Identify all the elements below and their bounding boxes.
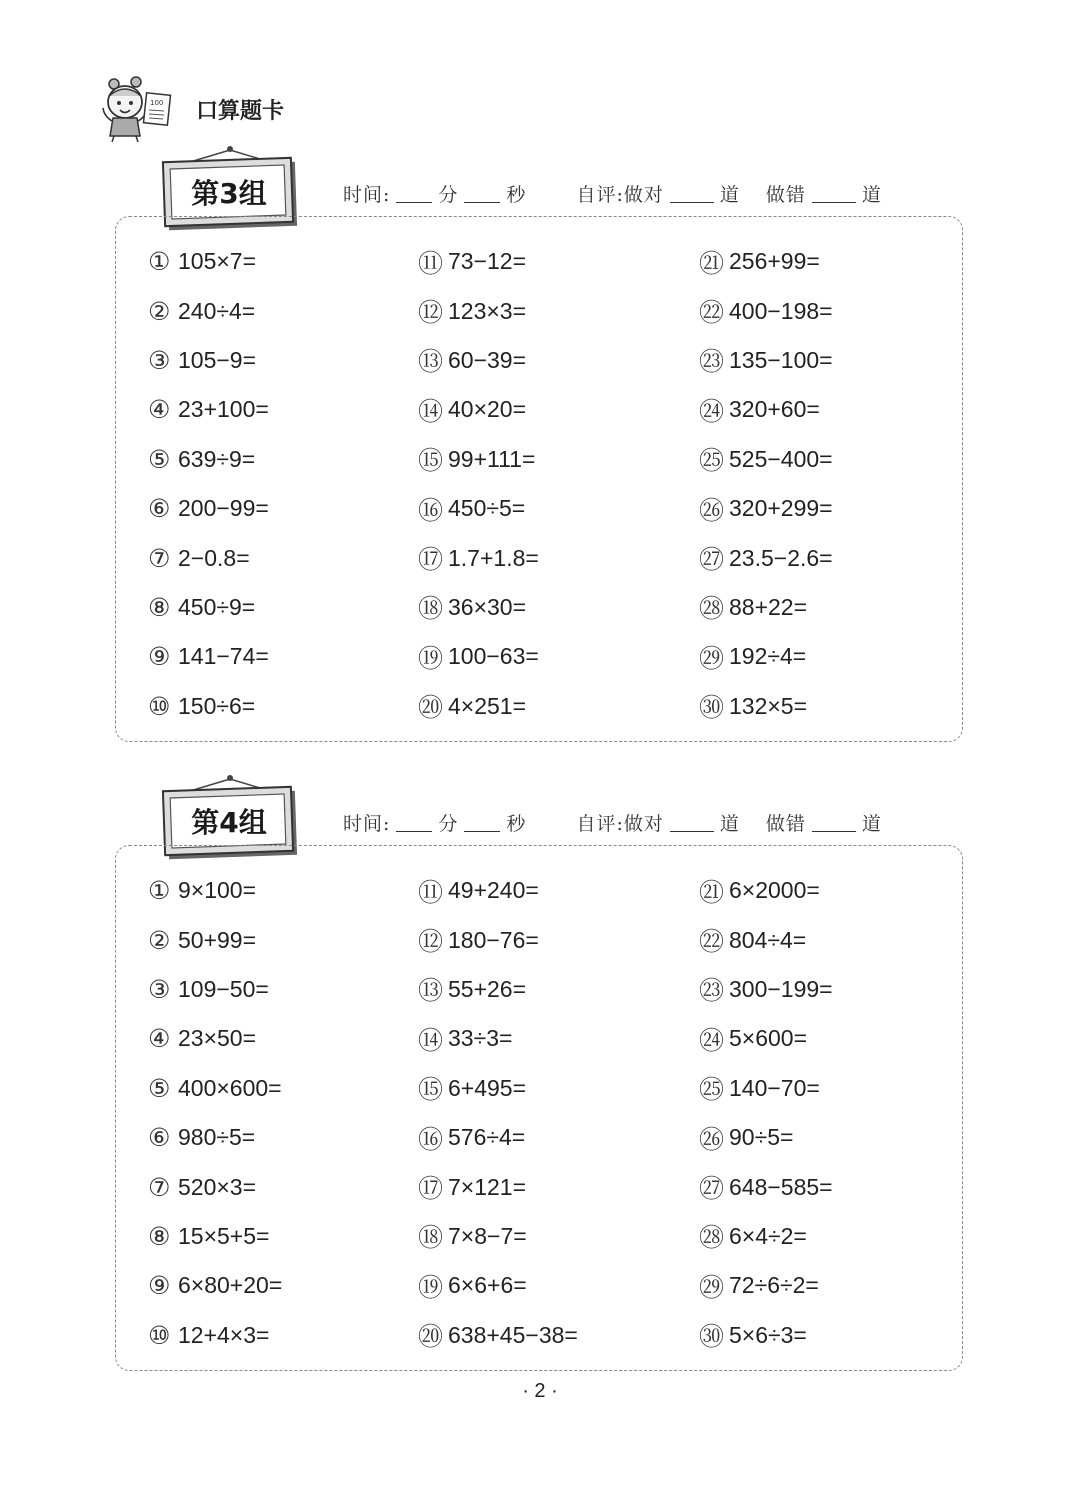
problem-item[interactable]	[148, 237, 269, 286]
problem-item[interactable]	[148, 286, 269, 335]
seconds-blank[interactable]	[464, 813, 500, 832]
problem-item[interactable]	[148, 682, 269, 731]
problem-item[interactable]	[148, 533, 269, 582]
problem-expression: 450÷9=	[178, 593, 256, 620]
girl-holding-test-paper-100-icon	[100, 76, 180, 142]
problem-number: ①	[148, 876, 171, 906]
problem-item[interactable]	[148, 1064, 282, 1113]
problem-item[interactable]	[418, 1014, 578, 1063]
problem-expression: 105×7=	[178, 248, 257, 275]
problem-number: ㉕	[699, 446, 725, 476]
wrong-count-blank[interactable]	[812, 813, 856, 832]
problem-number: ㉘	[699, 1223, 725, 1253]
problem-expression: 99+111=	[448, 445, 536, 472]
problem-number: ㉓	[699, 976, 725, 1006]
problem-expression: 4×251=	[448, 692, 527, 719]
problem-expression: 5×600=	[729, 1025, 808, 1052]
problem-expression: 23+100=	[178, 396, 269, 423]
problem-number: ⑭	[418, 1025, 444, 1055]
problem-expression: 109−50=	[178, 975, 269, 1002]
correct-count-blank[interactable]	[670, 813, 714, 832]
problem-item[interactable]	[148, 385, 269, 434]
problem-expression: 5×6÷3=	[729, 1321, 807, 1348]
wrong-count-blank[interactable]	[812, 184, 856, 203]
problem-item[interactable]	[148, 1261, 282, 1310]
problem-column	[148, 237, 269, 731]
problem-expression: 2−0.8=	[178, 544, 250, 571]
problem-number: ④	[148, 1024, 171, 1054]
problem-number: ⑯	[418, 1124, 444, 1154]
problem-expression: 648−585=	[729, 1173, 833, 1200]
wrong-label: 做错	[765, 184, 806, 206]
problem-number: ㉖	[699, 495, 725, 525]
problem-number: ㉚	[699, 693, 725, 723]
problem-number: ⑳	[418, 1322, 444, 1352]
problem-number: ㉖	[699, 1124, 725, 1154]
problem-item[interactable]	[148, 915, 282, 964]
problem-column	[699, 866, 833, 1360]
wrong-unit: 道	[861, 184, 882, 206]
problem-number: ②	[148, 925, 171, 955]
problem-expression: 450÷5=	[448, 495, 526, 522]
problem-number: ⑨	[148, 642, 171, 672]
problem-number: ③	[148, 345, 171, 375]
problem-column	[418, 866, 578, 1360]
problem-number: ⑲	[418, 643, 444, 673]
problem-expression: 320+299=	[729, 495, 833, 522]
problem-item[interactable]	[699, 484, 833, 533]
problem-number: ㉑	[699, 877, 725, 907]
problem-expression: 6×2000=	[729, 877, 820, 904]
problem-number: ㉗	[699, 1174, 725, 1204]
problem-item[interactable]	[418, 965, 578, 1014]
problem-number: ⑮	[418, 1075, 444, 1105]
problem-expression: 6×4÷2=	[729, 1222, 807, 1249]
problem-expression: 105−9=	[178, 346, 257, 373]
problem-number: ⑬	[418, 976, 444, 1006]
seconds-blank[interactable]	[464, 184, 500, 203]
problem-item[interactable]	[699, 1212, 833, 1261]
problem-box	[115, 216, 963, 742]
problem-item[interactable]	[699, 965, 833, 1014]
self-eval-label: 自评:做对	[576, 184, 664, 206]
problem-column	[418, 237, 539, 731]
self-eval-label: 自评:做对	[576, 813, 664, 835]
problem-number: ㉔	[699, 396, 725, 426]
minutes-blank[interactable]	[396, 813, 432, 832]
problem-number: ⑪	[418, 248, 444, 278]
correct-count-blank[interactable]	[670, 184, 714, 203]
problem-expression: 1.7+1.8=	[448, 544, 539, 571]
problem-number: ⑦	[148, 543, 171, 573]
problem-item[interactable]	[418, 1261, 578, 1310]
problem-expression: 7×121=	[448, 1173, 527, 1200]
problem-item[interactable]	[418, 484, 539, 533]
problem-item[interactable]	[418, 533, 539, 582]
problem-expression: 55+26=	[448, 975, 527, 1002]
problem-number: ㉔	[699, 1025, 725, 1055]
problem-item[interactable]	[418, 915, 578, 964]
problem-expression: 192÷4=	[729, 643, 807, 670]
problem-item[interactable]	[699, 237, 833, 286]
problem-number: ⑤	[148, 1073, 171, 1103]
problem-number: ⑨	[148, 1271, 171, 1301]
problem-expression: 639÷9=	[178, 445, 256, 472]
time-label: 时间:	[343, 184, 391, 206]
problem-expression: 7×8−7=	[448, 1222, 527, 1249]
problem-item[interactable]	[699, 1064, 833, 1113]
problem-expression: 520×3=	[178, 1173, 257, 1200]
problem-expression: 123×3=	[448, 297, 527, 324]
problem-number: ㉗	[699, 545, 725, 575]
problem-number: ⑰	[418, 1174, 444, 1204]
problem-number: ⑧	[148, 592, 171, 622]
problem-expression: 132×5=	[729, 692, 808, 719]
problem-expression: 23×50=	[178, 1025, 257, 1052]
problem-box	[115, 845, 963, 1371]
problem-expression: 72÷6÷2=	[729, 1272, 819, 1299]
problem-item[interactable]	[418, 632, 539, 681]
problem-expression: 50+99=	[178, 926, 257, 953]
problem-item[interactable]	[699, 286, 833, 335]
problem-expression: 60−39=	[448, 346, 527, 373]
problem-number: ①	[148, 247, 171, 277]
group-title: 第4组	[191, 806, 267, 839]
problem-expression: 638+45−38=	[448, 1321, 578, 1348]
problem-expression: 240÷4=	[178, 297, 256, 324]
problem-number: ⑥	[148, 1123, 171, 1153]
seconds-label: 秒	[506, 813, 527, 835]
problem-expression: 400×600=	[178, 1074, 282, 1101]
problem-expression: 90÷5=	[729, 1124, 794, 1151]
correct-unit: 道	[719, 184, 740, 206]
problem-item[interactable]	[418, 1064, 578, 1113]
problem-number: ⑫	[418, 298, 444, 328]
problem-item[interactable]	[418, 1162, 578, 1211]
svg-text:100: 100	[150, 99, 164, 107]
problem-item[interactable]	[418, 435, 539, 484]
problem-item[interactable]	[699, 336, 833, 385]
problem-expression: 6×80+20=	[178, 1272, 283, 1299]
problem-number: ⑦	[148, 1172, 171, 1202]
problem-number: ⑳	[418, 693, 444, 723]
problem-item[interactable]	[148, 965, 282, 1014]
time-label: 时间:	[343, 813, 391, 835]
minutes-label: 分	[438, 813, 459, 835]
problem-expression: 40×20=	[448, 396, 527, 423]
problem-expression: 23.5−2.6=	[729, 544, 833, 571]
problem-expression: 73−12=	[448, 248, 527, 275]
problem-number: ㉙	[699, 1272, 725, 1302]
problem-item[interactable]	[418, 583, 539, 632]
problem-item[interactable]	[418, 866, 578, 915]
problem-item[interactable]	[699, 385, 833, 434]
problem-expression: 6×6+6=	[448, 1272, 527, 1299]
problem-item[interactable]	[148, 1162, 282, 1211]
score-line	[343, 180, 882, 207]
problem-number: ⑤	[148, 444, 171, 474]
problem-item[interactable]	[148, 1311, 282, 1360]
problem-item[interactable]	[699, 866, 833, 915]
score-line	[343, 809, 882, 836]
problem-item[interactable]	[148, 484, 269, 533]
problem-expression: 200−99=	[178, 495, 269, 522]
problem-item[interactable]	[148, 583, 269, 632]
book-title: 口算题卡	[196, 99, 285, 124]
problem-item[interactable]	[699, 682, 833, 731]
problem-number: ⑰	[418, 545, 444, 575]
problem-item[interactable]	[699, 583, 833, 632]
problem-number: ⑩	[148, 1320, 171, 1350]
problem-expression: 12+4×3=	[178, 1321, 270, 1348]
problem-number: ⑫	[418, 927, 444, 957]
problem-column	[148, 866, 282, 1360]
problem-item[interactable]	[418, 1311, 578, 1360]
problem-item[interactable]	[699, 1162, 833, 1211]
wrong-label: 做错	[765, 813, 806, 835]
problem-expression: 140−70=	[729, 1074, 820, 1101]
problem-number: ②	[148, 296, 171, 326]
problem-number: ⑱	[418, 594, 444, 624]
seconds-label: 秒	[506, 184, 527, 206]
wrong-unit: 道	[861, 813, 882, 835]
problem-number: ⑬	[418, 347, 444, 377]
problem-item[interactable]	[148, 336, 269, 385]
problem-item[interactable]	[148, 435, 269, 484]
problem-expression: 256+99=	[729, 248, 820, 275]
problem-expression: 150÷6=	[178, 692, 256, 719]
problem-number: ⑧	[148, 1221, 171, 1251]
problem-number: ⑩	[148, 691, 171, 721]
problem-number: ㉓	[699, 347, 725, 377]
problem-number: ⑲	[418, 1272, 444, 1302]
problem-item[interactable]	[148, 866, 282, 915]
problem-item[interactable]	[699, 915, 833, 964]
problem-item[interactable]	[699, 533, 833, 582]
problem-item[interactable]	[148, 1212, 282, 1261]
problem-expression: 6+495=	[448, 1074, 527, 1101]
problem-number: ⑪	[418, 877, 444, 907]
minutes-label: 分	[438, 184, 459, 206]
problem-number: ㉕	[699, 1075, 725, 1105]
problem-number: ㉒	[699, 298, 725, 328]
problem-item[interactable]	[699, 1113, 833, 1162]
problem-item[interactable]	[699, 632, 833, 681]
problem-number: ㉑	[699, 248, 725, 278]
problem-item[interactable]	[418, 1212, 578, 1261]
problem-number: ⑭	[418, 396, 444, 426]
problem-expression: 141−74=	[178, 643, 269, 670]
problem-expression: 300−199=	[729, 975, 833, 1002]
problem-number: ④	[148, 395, 171, 425]
problem-number: ⑥	[148, 494, 171, 524]
problem-item[interactable]	[418, 1113, 578, 1162]
problem-item[interactable]	[148, 1113, 282, 1162]
problem-expression: 135−100=	[729, 346, 833, 373]
problem-expression: 525−400=	[729, 445, 833, 472]
problem-item[interactable]	[418, 237, 539, 286]
correct-unit: 道	[719, 813, 740, 835]
problem-item[interactable]	[148, 1014, 282, 1063]
problem-expression: 804÷4=	[729, 926, 807, 953]
problem-item[interactable]	[148, 632, 269, 681]
problem-expression: 33÷3=	[448, 1025, 513, 1052]
problem-item[interactable]	[699, 435, 833, 484]
problem-item[interactable]	[699, 1261, 833, 1310]
problem-expression: 9×100=	[178, 877, 257, 904]
problem-number: ⑯	[418, 495, 444, 525]
problem-expression: 320+60=	[729, 396, 820, 423]
problem-item[interactable]	[418, 336, 539, 385]
problem-expression: 36×30=	[448, 593, 527, 620]
problem-number: ③	[148, 974, 171, 1004]
problem-expression: 980÷5=	[178, 1124, 256, 1151]
problem-number: ㉒	[699, 927, 725, 957]
problem-item[interactable]	[699, 1014, 833, 1063]
problem-number: ⑱	[418, 1223, 444, 1253]
problem-expression: 88+22=	[729, 593, 808, 620]
problem-expression: 180−76=	[448, 926, 539, 953]
problem-expression: 400−198=	[729, 297, 833, 324]
problem-expression: 15×5+5=	[178, 1222, 270, 1249]
group-title: 第3组	[191, 177, 267, 210]
page-number: · 2 ·	[522, 1380, 558, 1402]
problem-column	[699, 237, 833, 731]
problem-item[interactable]	[418, 682, 539, 731]
problem-expression: 576÷4=	[448, 1124, 526, 1151]
problem-number: ㉙	[699, 643, 725, 673]
minutes-blank[interactable]	[396, 184, 432, 203]
problem-item[interactable]	[699, 1311, 833, 1360]
problem-item[interactable]	[418, 385, 539, 434]
problem-number: ㉚	[699, 1322, 725, 1352]
problem-item[interactable]	[418, 286, 539, 335]
problem-number: ㉘	[699, 594, 725, 624]
problem-number: ⑮	[418, 446, 444, 476]
problem-expression: 100−63=	[448, 643, 539, 670]
problem-expression: 49+240=	[448, 877, 539, 904]
